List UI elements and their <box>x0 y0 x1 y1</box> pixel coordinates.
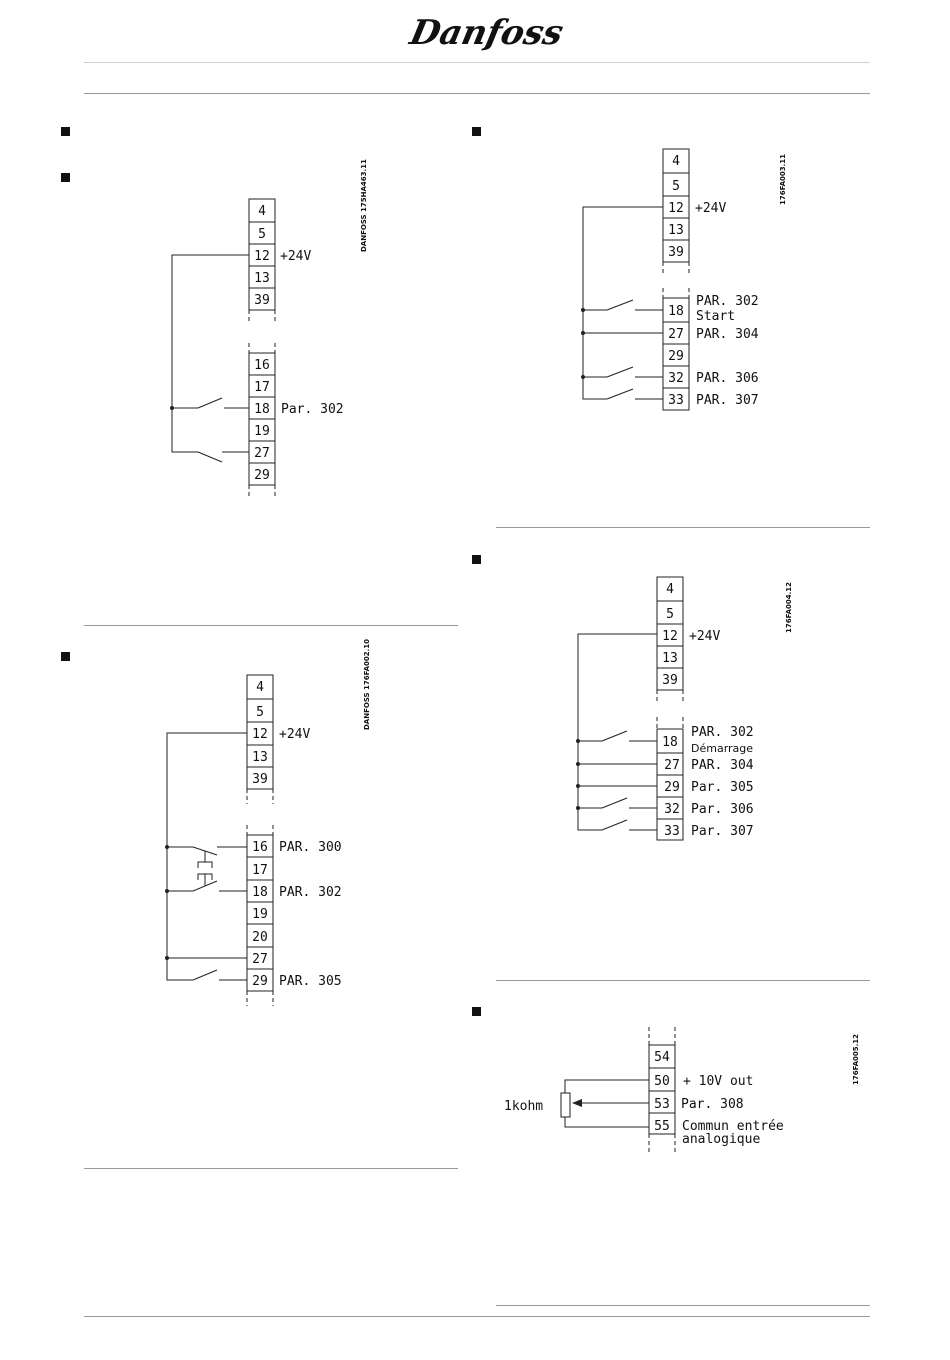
terminal-20: 20 <box>252 930 268 945</box>
terminal-33: 33 <box>664 824 680 839</box>
label-t29: Par. 305 <box>691 780 754 795</box>
figure-code: 176FA005.12 <box>852 1033 860 1085</box>
terminal-4: 4 <box>672 154 680 169</box>
terminal-13: 13 <box>662 651 678 666</box>
terminal-53: 53 <box>654 1097 670 1112</box>
label-t33: PAR. 307 <box>696 393 759 408</box>
terminal-4: 4 <box>666 582 674 597</box>
label-t33: Par. 307 <box>691 824 754 839</box>
label-t55: Commun entrée <box>682 1119 784 1134</box>
terminal-39: 39 <box>252 772 268 787</box>
potentiometer <box>561 1093 570 1117</box>
terminal-5: 5 <box>258 227 266 242</box>
terminal-18: 18 <box>254 402 270 417</box>
terminal-54: 54 <box>654 1050 670 1065</box>
label-t18: PAR. 302 <box>691 725 754 740</box>
supply-label: +24V <box>280 249 312 264</box>
terminal-13: 13 <box>252 750 268 765</box>
terminal-29: 29 <box>668 349 684 364</box>
label-t16: PAR. 300 <box>279 840 342 855</box>
terminal-18: 18 <box>668 304 684 319</box>
terminal-4: 4 <box>256 680 264 695</box>
terminal-50: 50 <box>654 1074 670 1089</box>
terminal-32: 32 <box>664 802 680 817</box>
terminal-12: 12 <box>252 727 268 742</box>
terminal-5: 5 <box>672 179 680 194</box>
terminal-27: 27 <box>664 758 680 773</box>
supply-label: +24V <box>689 629 721 644</box>
terminal-19: 19 <box>252 907 268 922</box>
label-t32: PAR. 306 <box>696 371 759 386</box>
terminal-18: 18 <box>662 735 678 750</box>
label-t32: Par. 306 <box>691 802 754 817</box>
label-t18: Par. 302 <box>281 402 344 417</box>
terminal-29: 29 <box>664 780 680 795</box>
terminal-16: 16 <box>252 840 268 855</box>
figure-code: DANFOSS 176FA002.10 <box>363 638 371 730</box>
label-demarrage: Démarrage <box>691 742 754 755</box>
terminal-17: 17 <box>254 380 270 395</box>
terminal-27: 27 <box>668 327 684 342</box>
terminal-39: 39 <box>254 293 270 308</box>
terminal-33: 33 <box>668 393 684 408</box>
wiper-arrow <box>572 1099 582 1107</box>
label-start: Start <box>696 309 736 324</box>
terminal-5: 5 <box>256 705 264 720</box>
label-t27: PAR. 304 <box>691 758 754 773</box>
figure-code: 176FA003.11 <box>779 153 787 205</box>
label-t53: Par. 308 <box>681 1097 744 1112</box>
terminal-27: 27 <box>254 446 270 461</box>
figure-code: DANFOSS 175HA463.11 <box>360 159 368 252</box>
terminal-39: 39 <box>662 673 678 688</box>
terminal-18: 18 <box>252 885 268 900</box>
terminal-55: 55 <box>654 1119 670 1134</box>
resistor-label: 1kohm <box>504 1099 544 1114</box>
terminal-39: 39 <box>668 245 684 260</box>
terminal-16: 16 <box>254 358 270 373</box>
terminal-32: 32 <box>668 371 684 386</box>
label-t29: PAR. 305 <box>279 974 342 989</box>
terminal-13: 13 <box>668 223 684 238</box>
svg-text:Danfoss: Danfoss <box>406 13 567 53</box>
terminal-17: 17 <box>252 863 268 878</box>
terminal-12: 12 <box>662 629 678 644</box>
supply-label: +24V <box>695 201 727 216</box>
terminal-4: 4 <box>258 204 266 219</box>
terminal-12: 12 <box>254 249 270 264</box>
terminal-13: 13 <box>254 271 270 286</box>
label-t18: PAR. 302 <box>279 885 342 900</box>
terminal-27: 27 <box>252 952 268 967</box>
terminal-29: 29 <box>254 468 270 483</box>
terminal-5: 5 <box>666 607 674 622</box>
label-t50: + 10V out <box>683 1074 754 1089</box>
terminal-29: 29 <box>252 974 268 989</box>
label-analogique: analogique <box>682 1132 761 1147</box>
terminal-12: 12 <box>668 201 684 216</box>
label-t18: PAR. 302 <box>696 294 759 309</box>
supply-label: +24V <box>279 727 311 742</box>
label-t27: PAR. 304 <box>696 327 759 342</box>
terminal-19: 19 <box>254 424 270 439</box>
figure-code: 176FA004.12 <box>785 581 793 633</box>
